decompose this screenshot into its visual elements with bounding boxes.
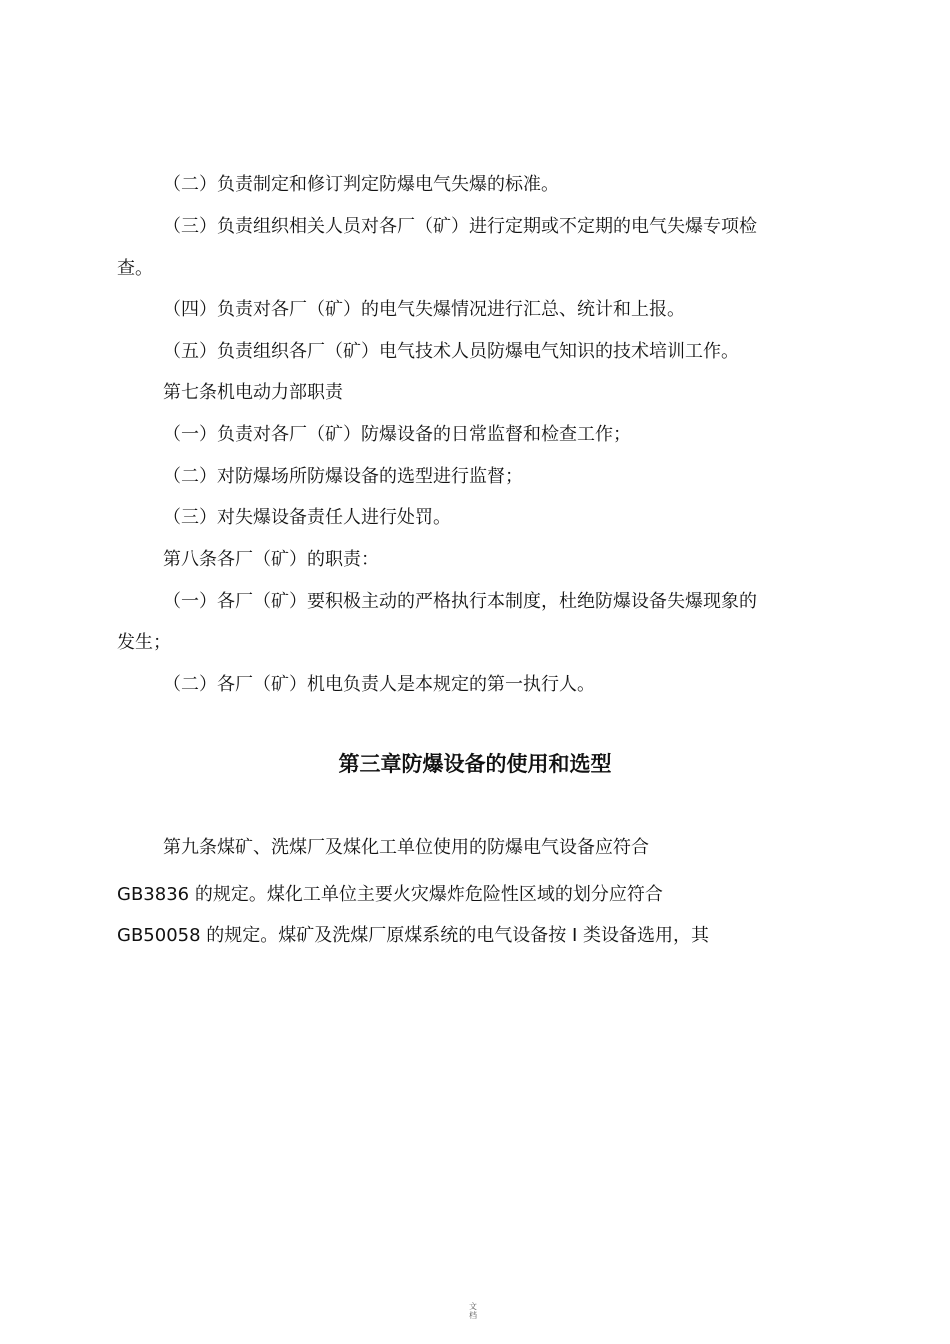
paragraph-line: （三）负责组织相关人员对各厂（矿）进行定期或不定期的电气失爆专项检 xyxy=(163,216,757,237)
paragraph-line: （一）各厂（矿）要积极主动的严格执行本制度，杜绝防爆设备失爆现象的 xyxy=(163,591,757,612)
paragraph-line: （一）负责对各厂（矿）防爆设备的日常监督和检查工作； xyxy=(163,424,631,445)
paragraph-line: GB50058 的规定。煤矿及洗煤厂原煤系统的电气设备按 I 类设备选用，其 xyxy=(117,925,710,946)
paragraph-line: （三）对失爆设备责任人进行处罚。 xyxy=(163,507,451,528)
page-footer: 文档 xyxy=(469,1302,477,1320)
paragraph-line: 发生； xyxy=(117,632,171,653)
chapter-heading: 第三章防爆设备的使用和选型 xyxy=(338,752,612,776)
paragraph-line: （二）对防爆场所防爆设备的选型进行监督； xyxy=(163,466,523,487)
article-title: 第七条机电动力部职责 xyxy=(163,382,343,403)
paragraph-line: GB3836 的规定。煤化工单位主要火灾爆炸危险性区域的划分应符合 xyxy=(117,884,663,905)
paragraph-line: （二）负责制定和修订判定防爆电气失爆的标准。 xyxy=(163,174,559,195)
article-title: 第八条各厂（矿）的职责： xyxy=(163,549,379,570)
paragraph-line: （五）负责组织各厂（矿）电气技术人员防爆电气知识的技术培训工作。 xyxy=(163,341,739,362)
paragraph-line: （二）各厂（矿）机电负责人是本规定的第一执行人。 xyxy=(163,674,595,695)
paragraph-line: 查。 xyxy=(117,258,153,279)
paragraph-line: 第九条煤矿、洗煤厂及煤化工单位使用的防爆电气设备应符合 xyxy=(163,837,649,858)
paragraph-line: （四）负责对各厂（矿）的电气失爆情况进行汇总、统计和上报。 xyxy=(163,299,685,320)
